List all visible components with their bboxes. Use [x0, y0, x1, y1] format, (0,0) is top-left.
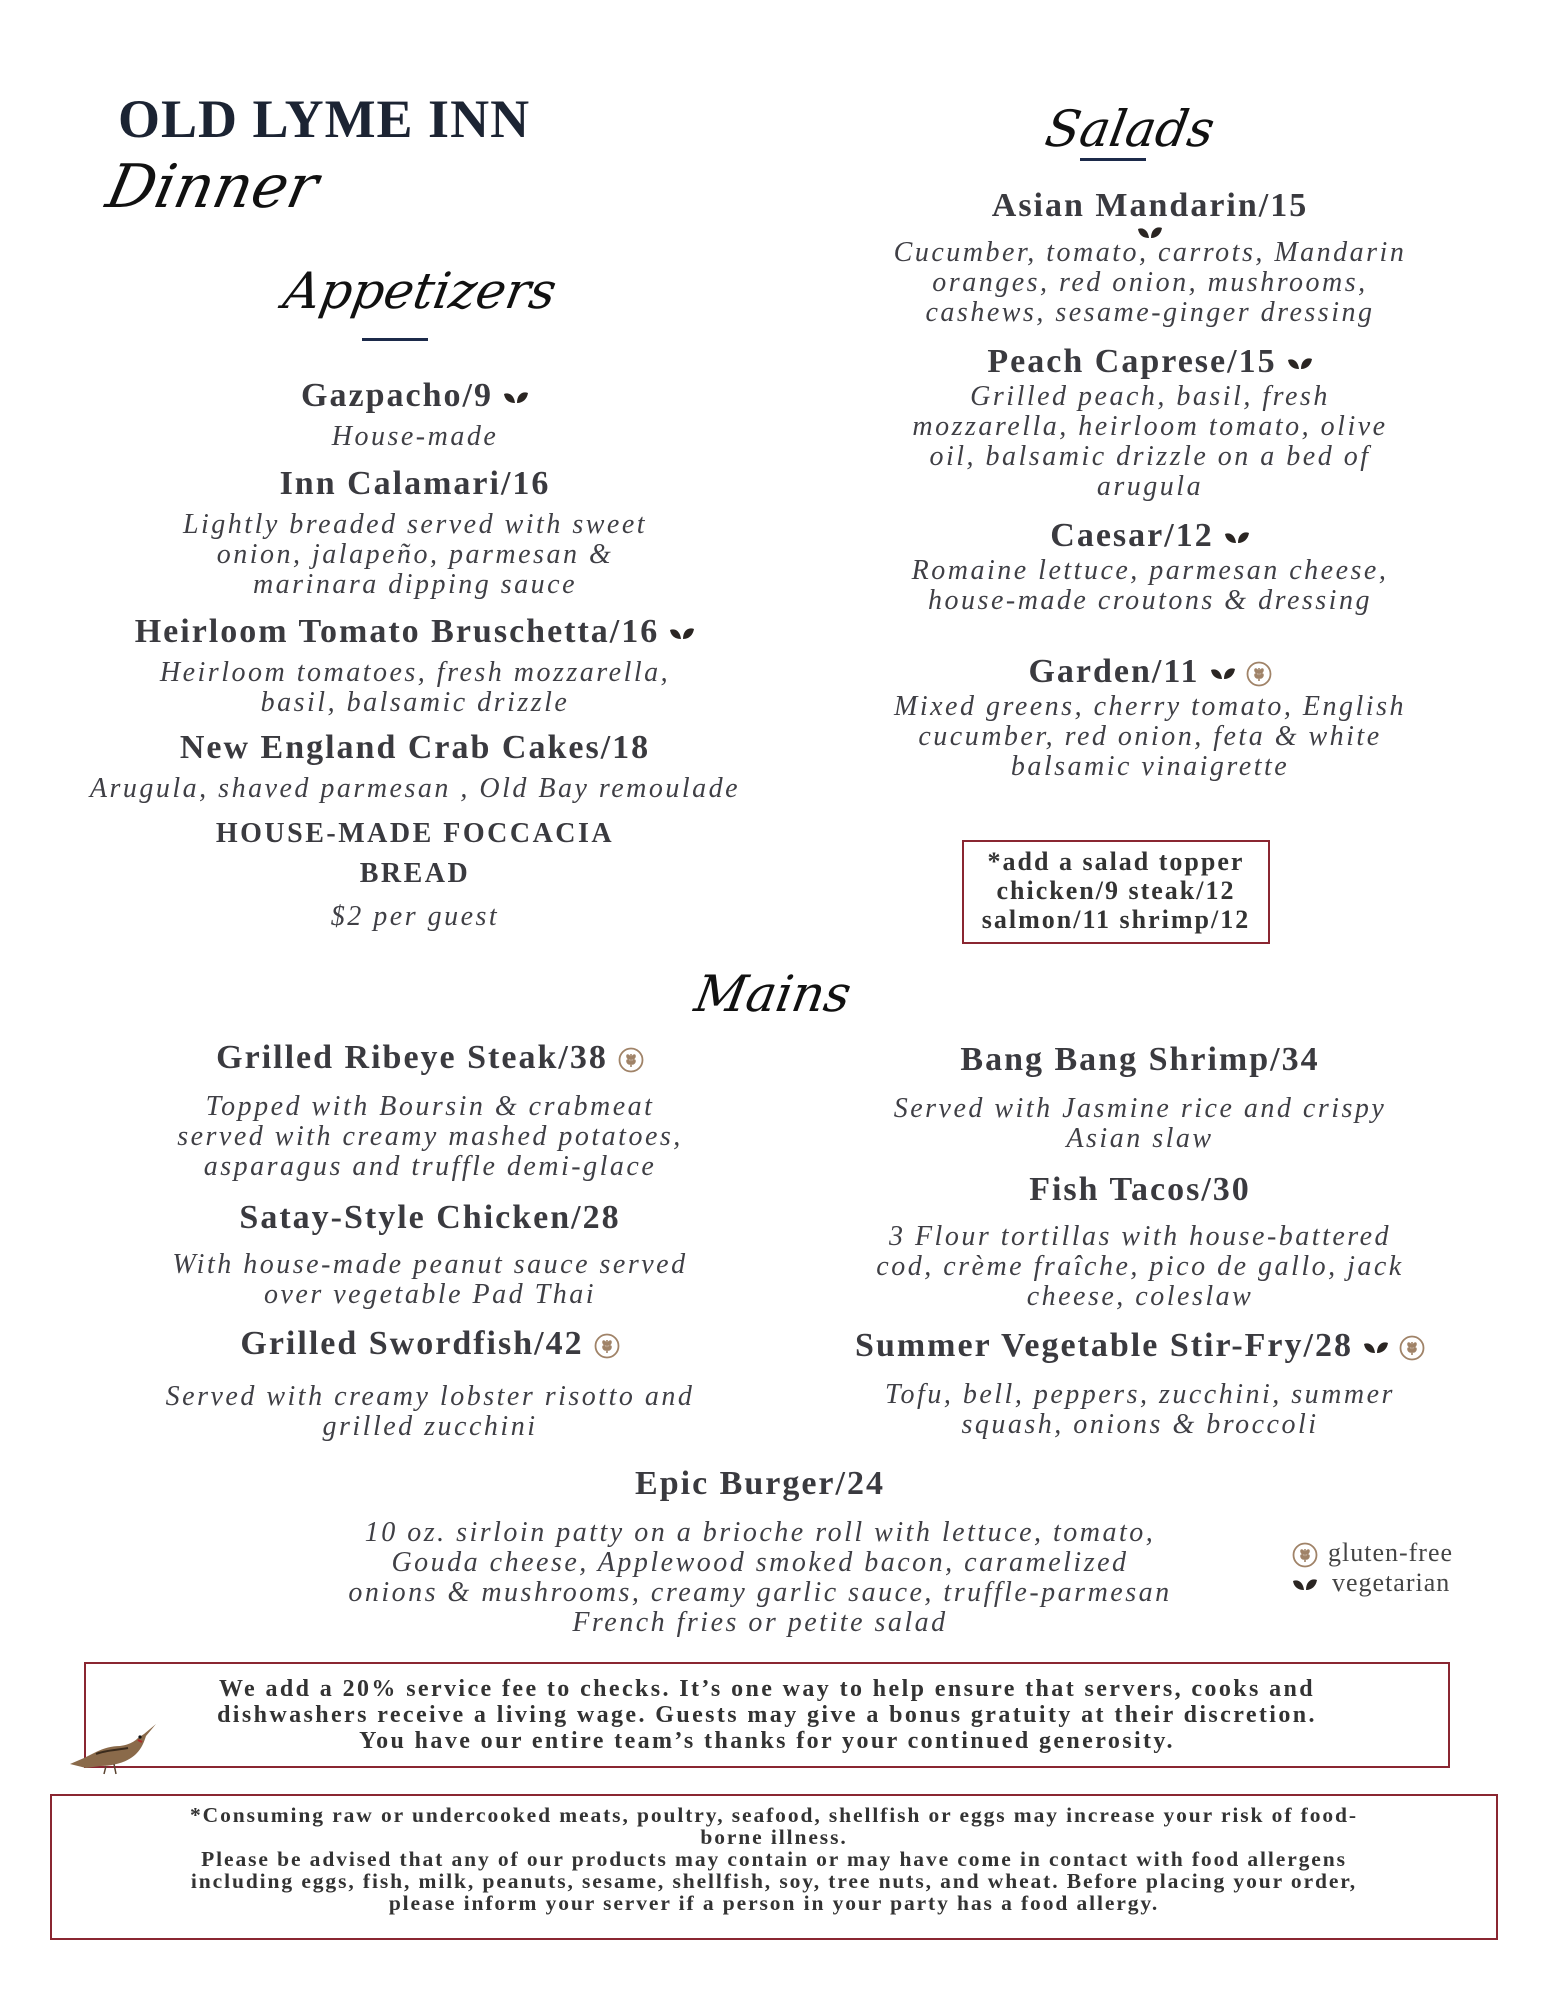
icon-legend — [1292, 1538, 1453, 1598]
item-title: Gazpacho/9 — [301, 377, 493, 414]
item-desc: Tofu, bell, peppers, zucchini, summer — [885, 1379, 1395, 1410]
menu-item — [50, 814, 780, 932]
item-desc: house-made croutons & dressing — [928, 585, 1372, 616]
menu-item — [800, 1326, 1480, 1440]
restaurant-name: OLD LYME INN — [118, 89, 531, 149]
item-desc: 10 oz. sirloin patty on a brioche roll with lettuce, tomato, — [364, 1517, 1156, 1548]
item-desc: marinara dipping sauce — [252, 569, 578, 600]
item-desc: Asian slaw — [1066, 1123, 1214, 1154]
vegetarian-icon — [1292, 1578, 1318, 1592]
item-desc: grilled zucchini — [322, 1411, 538, 1442]
menu-item — [50, 376, 780, 452]
item-desc: With house-made peanut sauce served — [172, 1249, 688, 1280]
vegetarian-icon — [1224, 531, 1250, 545]
item-title: Bang Bang Shrimp/34 — [960, 1041, 1320, 1078]
item-desc: Lightly breaded served with sweet — [182, 509, 648, 540]
menu-item — [90, 1324, 770, 1442]
menu-item — [830, 516, 1470, 616]
mains-left-list — [90, 1038, 770, 1442]
item-title: Fish Tacos/30 — [1029, 1171, 1251, 1208]
gluten-free-icon — [1399, 1335, 1425, 1361]
legend-vegetarian: vegetarian — [1332, 1568, 1451, 1598]
item-desc: basil, balsamic drizzle — [260, 687, 570, 718]
vegetarian-icon — [669, 627, 695, 641]
item-desc: arugula — [1096, 471, 1204, 502]
mains-heading: Mains — [690, 965, 856, 1023]
item-title: Asian Mandarin/15 — [991, 187, 1309, 224]
mains-right-list — [800, 1040, 1480, 1440]
menu-item — [90, 1198, 770, 1310]
vegetarian-icon — [1287, 357, 1313, 371]
appetizers-underline — [362, 338, 428, 341]
item-desc: cod, crème fraîche, pico de gallo, jack — [876, 1251, 1404, 1282]
item-desc: Served with Jasmine rice and crispy — [893, 1093, 1387, 1124]
salads-underline — [1080, 158, 1146, 161]
salad-topper-box — [962, 840, 1270, 944]
item-title: Satay-Style Chicken/28 — [239, 1199, 621, 1236]
notice-line: dishwashers receive a living wage. Guests may give a bonus gratuity at their discretion. — [217, 1702, 1317, 1728]
menu-item — [800, 1040, 1480, 1154]
item-title: HOUSE-MADE FOCCACIA — [215, 818, 615, 849]
item-desc: House-made — [331, 421, 499, 452]
menu-item — [50, 464, 780, 600]
warning-line: including eggs, fish, milk, peanuts, sesame, shellfish, soy, tree nuts, and wheat. Before placing your order, — [190, 1869, 1358, 1893]
menu-item — [830, 186, 1470, 328]
item-desc: French fries or petite salad — [572, 1607, 948, 1638]
item-desc: Topped with Boursin & crabmeat — [205, 1091, 655, 1122]
allergy-warning — [50, 1794, 1498, 1940]
notice-line: We add a 20% service fee to checks. It’s one way to help ensure that servers, cooks and — [218, 1676, 1316, 1702]
item-desc: cucumber, red onion, feta & white — [918, 721, 1382, 752]
item-title: Heirloom Tomato Bruschetta/16 — [134, 613, 660, 650]
item-title: Garden/11 — [1028, 653, 1200, 690]
item-desc: $2 per guest — [330, 901, 500, 932]
gluten-free-icon — [1292, 1542, 1318, 1568]
item-title: New England Crab Cakes/18 — [179, 729, 651, 766]
item-title: Grilled Ribeye Steak/38 — [216, 1039, 608, 1076]
gluten-free-icon — [594, 1333, 620, 1359]
appetizers-heading: Appetizers — [279, 262, 561, 320]
menu-item — [50, 728, 780, 804]
item-title: Inn Calamari/16 — [279, 465, 551, 502]
item-desc: Cucumber, tomato, carrots, Mandarin — [893, 237, 1407, 268]
item-desc: cashews, sesame-ginger dressing — [925, 297, 1375, 328]
topper-line: salmon/11 shrimp/12 — [981, 905, 1251, 934]
warning-line: *Consuming raw or undercooked meats, poultry, seafood, shellfish or eggs may increase your risk of food- — [190, 1803, 1358, 1827]
bird-illustration — [66, 1718, 158, 1776]
menu-item — [830, 652, 1470, 782]
item-desc: oranges, red onion, mushrooms, — [932, 267, 1368, 298]
salads-heading: Salads — [1041, 100, 1219, 158]
item-desc: Mixed greens, cherry tomato, English — [894, 691, 1406, 722]
menu-item — [50, 612, 780, 718]
warning-line: Please be advised that any of our products may contain or may have come in contact with food allergens — [201, 1847, 1347, 1871]
item-title: Summer Vegetable Stir-Fry/28 — [855, 1327, 1353, 1364]
item-desc: Grilled peach, basil, fresh — [970, 381, 1330, 412]
item-desc: Heirloom tomatoes, fresh mozzarella, — [159, 657, 671, 688]
item-desc: Served with creamy lobster risotto and — [165, 1381, 695, 1412]
appetizers-list — [50, 376, 780, 932]
item-desc: asparagus and truffle demi-glace — [203, 1151, 657, 1182]
vegetarian-icon — [1210, 667, 1236, 681]
menu-item — [830, 342, 1470, 502]
legend-gluten-free: gluten-free — [1328, 1538, 1454, 1567]
item-desc: oil, balsamic drizzle on a bed of — [929, 441, 1371, 472]
item-desc: onion, jalapeño, parmesan & — [216, 539, 614, 570]
gluten-free-icon — [1246, 661, 1272, 687]
warning-line: please inform your server if a person in your party has a food allergy. — [388, 1891, 1160, 1915]
item-desc: served with creamy mashed potatoes, — [177, 1121, 683, 1152]
item-desc: mozzarella, heirloom tomato, olive — [912, 411, 1388, 442]
vegetarian-icon — [1363, 1341, 1389, 1355]
topper-line: chicken/9 steak/12 — [996, 876, 1236, 905]
topper-line: *add a salad topper — [987, 847, 1245, 876]
vegetarian-icon — [503, 391, 529, 405]
item-desc: over vegetable Pad Thai — [264, 1279, 596, 1310]
item-desc: balsamic vinaigrette — [1010, 751, 1290, 782]
item-title: BREAD — [359, 858, 471, 889]
item-title: Grilled Swordfish/42 — [240, 1325, 584, 1362]
item-desc: Romaine lettuce, parmesan cheese, — [911, 555, 1389, 586]
service-fee-notice — [84, 1662, 1450, 1768]
item-desc: Gouda cheese, Applewood smoked bacon, caramelized — [391, 1547, 1129, 1578]
item-desc: cheese, coleslaw — [1026, 1281, 1254, 1312]
item-desc: squash, onions & broccoli — [961, 1409, 1319, 1440]
salads-list — [830, 186, 1470, 782]
gluten-free-icon — [618, 1047, 644, 1073]
menu-subtitle: Dinner — [100, 152, 325, 222]
notice-line: You have our entire team’s thanks for your continued generosity. — [359, 1728, 1175, 1754]
item-desc: 3 Flour tortillas with house-battered — [888, 1221, 1392, 1252]
item-desc: onions & mushrooms, creamy garlic sauce, truffle-parmesan — [348, 1577, 1172, 1608]
menu-item — [800, 1170, 1480, 1312]
item-title: Epic Burger/24 — [635, 1465, 885, 1502]
warning-line: borne illness. — [700, 1825, 848, 1849]
item-desc: Arugula, shaved parmesan , Old Bay remoulade — [89, 773, 741, 804]
menu-item — [90, 1038, 770, 1182]
burger-item — [290, 1464, 1230, 1638]
item-title: Caesar/12 — [1050, 517, 1214, 554]
item-title: Peach Caprese/15 — [987, 343, 1277, 380]
